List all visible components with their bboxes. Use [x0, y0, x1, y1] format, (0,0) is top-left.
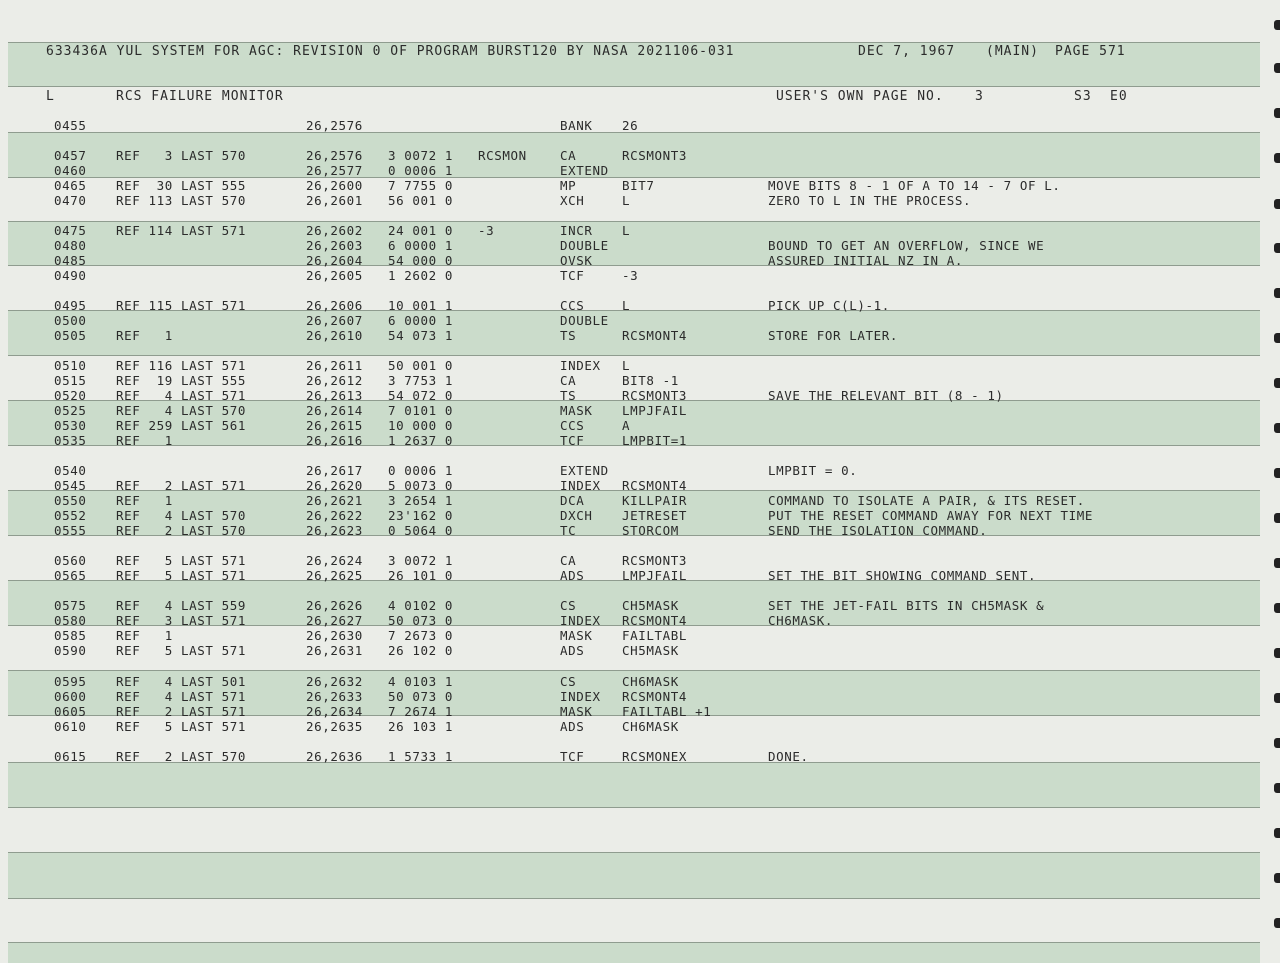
row-code: 26 101 0	[388, 568, 454, 583]
rule-line	[8, 265, 1260, 266]
row-op: CA	[560, 373, 577, 388]
row-code: 7 0101 0	[388, 403, 454, 418]
row-ref: REF 3 LAST 570	[116, 148, 247, 163]
row-operand: RCSMONT3	[622, 388, 688, 403]
listing-main: (MAIN)	[986, 44, 1039, 59]
row-line: 0555	[54, 523, 87, 538]
row-line: 0520	[54, 388, 87, 403]
row-op: INDEX	[560, 478, 601, 493]
row-code: 6 0000 1	[388, 238, 454, 253]
row-addr: 26,2630	[306, 628, 363, 643]
row-code: 0 0006 1	[388, 463, 454, 478]
rule-line	[8, 852, 1260, 853]
row-addr: 26,2624	[306, 553, 363, 568]
row-code: 26 102 0	[388, 643, 454, 658]
row-op: TS	[560, 328, 577, 343]
feed-hole	[1274, 468, 1280, 478]
row-ref: REF 1	[116, 493, 173, 508]
row-operand: RCSMONT4	[622, 689, 688, 704]
listing-type: L	[46, 89, 55, 104]
row-addr: 26,2611	[306, 358, 363, 373]
row-line: 0545	[54, 478, 87, 493]
feed-hole	[1274, 738, 1280, 748]
row-comment: STORE FOR LATER.	[768, 328, 899, 343]
row-op: DCA	[560, 493, 585, 508]
row-ref: REF 4 LAST 571	[116, 689, 247, 704]
row-ref: REF 4 LAST 570	[116, 403, 247, 418]
row-line: 0495	[54, 298, 87, 313]
row-ref: REF 4 LAST 570	[116, 508, 247, 523]
e-code: E0	[1110, 89, 1128, 104]
row-comment: LMPBIT = 0.	[768, 463, 858, 478]
users-page-label: USER'S OWN PAGE NO.	[776, 89, 944, 104]
row-comment: COMMAND TO ISOLATE A PAIR, & ITS RESET.	[768, 493, 1085, 508]
row-comment: BOUND TO GET AN OVERFLOW, SINCE WE	[768, 238, 1045, 253]
row-line: 0605	[54, 704, 87, 719]
row-op: INDEX	[560, 613, 601, 628]
users-page-number: 3	[975, 89, 984, 104]
row-ref: REF 1	[116, 328, 173, 343]
rule-line	[8, 807, 1260, 808]
row-line: 0575	[54, 598, 87, 613]
row-addr: 26,2607	[306, 313, 363, 328]
page-number: PAGE 571	[1055, 44, 1126, 59]
row-op: XCH	[560, 193, 585, 208]
row-op: EXTEND	[560, 163, 609, 178]
feed-hole	[1274, 288, 1280, 298]
row-operand: RCSMONEX	[622, 749, 688, 764]
row-addr: 26,2636	[306, 749, 363, 764]
row-operand: LMPBIT=1	[622, 433, 688, 448]
row-addr: 26,2615	[306, 418, 363, 433]
row-code: 4 0102 0	[388, 598, 454, 613]
row-op: MASK	[560, 704, 593, 719]
row-code: 7 2673 0	[388, 628, 454, 643]
row-op: TC	[560, 523, 577, 538]
row-op: EXTEND	[560, 463, 609, 478]
row-op: CA	[560, 553, 577, 568]
row-ref: REF 2 LAST 570	[116, 523, 247, 538]
log-section-title: RCS FAILURE MONITOR	[116, 89, 284, 104]
feed-hole	[1274, 783, 1280, 793]
row-operand: CH6MASK	[622, 719, 679, 734]
row-comment: SET THE JET-FAIL BITS IN CH5MASK &	[768, 598, 1045, 613]
row-addr: 26,2576	[306, 118, 363, 133]
row-op: MP	[560, 178, 577, 193]
feed-hole	[1274, 558, 1280, 568]
row-line: 0530	[54, 418, 87, 433]
row-line: 0560	[54, 553, 87, 568]
row-line: 0540	[54, 463, 87, 478]
feed-hole	[1274, 153, 1280, 163]
row-addr: 26,2613	[306, 388, 363, 403]
green-band	[8, 762, 1260, 807]
row-operand: BIT8 -1	[622, 373, 679, 388]
row-op: INCR	[560, 223, 593, 238]
row-line: 0615	[54, 749, 87, 764]
row-ref: REF 2 LAST 571	[116, 704, 247, 719]
row-code: 1 5733 1	[388, 749, 454, 764]
row-code: 1 2602 0	[388, 268, 454, 283]
row-code: 50 001 0	[388, 358, 454, 373]
row-op: MASK	[560, 403, 593, 418]
row-line: 0510	[54, 358, 87, 373]
row-addr: 26,2602	[306, 223, 363, 238]
row-addr: 26,2612	[306, 373, 363, 388]
row-operand: L	[622, 193, 631, 208]
rule-line	[8, 355, 1260, 356]
row-addr: 26,2616	[306, 433, 363, 448]
row-addr: 26,2631	[306, 643, 363, 658]
row-ref: REF 1	[116, 628, 173, 643]
row-code: 3 7753 1	[388, 373, 454, 388]
listing-sheet	[8, 0, 1260, 963]
row-op: CS	[560, 598, 577, 613]
row-addr: 26,2632	[306, 674, 363, 689]
row-line: 0600	[54, 689, 87, 704]
rule-line	[8, 42, 1260, 43]
feed-hole	[1274, 108, 1280, 118]
row-addr: 26,2633	[306, 689, 363, 704]
row-addr: 26,2623	[306, 523, 363, 538]
row-code: 3 0072 1	[388, 553, 454, 568]
row-ref: REF 30 LAST 555	[116, 178, 247, 193]
row-op: ADS	[560, 643, 585, 658]
row-addr: 26,2634	[306, 704, 363, 719]
row-addr: 26,2621	[306, 493, 363, 508]
row-op: TCF	[560, 268, 585, 283]
row-operand: L	[622, 358, 631, 373]
row-line: 0457	[54, 148, 87, 163]
row-line: 0580	[54, 613, 87, 628]
rule-line	[8, 942, 1260, 943]
row-code: 7 2674 1	[388, 704, 454, 719]
row-addr: 26,2635	[306, 719, 363, 734]
row-addr: 26,2610	[306, 328, 363, 343]
row-operand: CH5MASK	[622, 598, 679, 613]
row-line: 0500	[54, 313, 87, 328]
row-line: 0485	[54, 253, 87, 268]
row-line: 0585	[54, 628, 87, 643]
row-op: BANK	[560, 118, 593, 133]
row-line: 0505	[54, 328, 87, 343]
row-operand: RCSMONT3	[622, 148, 688, 163]
row-op: TCF	[560, 433, 585, 448]
row-addr: 26,2604	[306, 253, 363, 268]
row-code: 3 0072 1	[388, 148, 454, 163]
row-comment: CH6MASK.	[768, 613, 834, 628]
feed-hole	[1274, 918, 1280, 928]
row-op: DOUBLE	[560, 313, 609, 328]
row-op: OVSK	[560, 253, 593, 268]
row-addr: 26,2614	[306, 403, 363, 418]
rule-line	[8, 86, 1260, 87]
row-line: 0525	[54, 403, 87, 418]
row-comment: MOVE BITS 8 - 1 OF A TO 14 - 7 OF L.	[768, 178, 1061, 193]
row-addr: 26,2601	[306, 193, 363, 208]
row-code: 10 000 0	[388, 418, 454, 433]
row-comment: PUT THE RESET COMMAND AWAY FOR NEXT TIME	[768, 508, 1094, 523]
listing-date: DEC 7, 1967	[858, 44, 956, 59]
green-band	[8, 942, 1260, 963]
row-op: TS	[560, 388, 577, 403]
row-line: 0475	[54, 223, 87, 238]
feed-hole	[1274, 243, 1280, 253]
row-operand: CH5MASK	[622, 643, 679, 658]
row-op: MASK	[560, 628, 593, 643]
row-operand: JETRESET	[622, 508, 688, 523]
row-code: 4 0103 1	[388, 674, 454, 689]
rule-line	[8, 221, 1260, 222]
row-op: DOUBLE	[560, 238, 609, 253]
row-operand: LMPJFAIL	[622, 568, 688, 583]
row-operand: A	[622, 418, 631, 433]
row-code: 24 001 0	[388, 223, 454, 238]
row-line: 0465	[54, 178, 87, 193]
row-operand: STORCOM	[622, 523, 679, 538]
row-op: CS	[560, 674, 577, 689]
row-ref: REF 2 LAST 571	[116, 478, 247, 493]
row-label: RCSMON	[478, 148, 527, 163]
row-ref: REF 1	[116, 433, 173, 448]
row-code: 7 7755 0	[388, 178, 454, 193]
row-op: INDEX	[560, 358, 601, 373]
row-code: 54 073 1	[388, 328, 454, 343]
row-line: 0590	[54, 643, 87, 658]
feed-hole	[1274, 333, 1280, 343]
row-op: CCS	[560, 418, 585, 433]
row-comment: SET THE BIT SHOWING COMMAND SENT.	[768, 568, 1037, 583]
row-code: 26 103 1	[388, 719, 454, 734]
feed-hole	[1274, 378, 1280, 388]
row-operand: -3	[622, 268, 639, 283]
row-code: 3 2654 1	[388, 493, 454, 508]
row-ref: REF 5 LAST 571	[116, 719, 247, 734]
row-operand: L	[622, 298, 631, 313]
row-comment: ZERO TO L IN THE PROCESS.	[768, 193, 972, 208]
row-ref: REF 5 LAST 571	[116, 643, 247, 658]
row-addr: 26,2577	[306, 163, 363, 178]
row-op: CCS	[560, 298, 585, 313]
row-addr: 26,2600	[306, 178, 363, 193]
feed-hole	[1274, 873, 1280, 883]
row-line: 0455	[54, 118, 87, 133]
rule-line	[8, 670, 1260, 671]
row-ref: REF 259 LAST 561	[116, 418, 247, 433]
feed-hole	[1274, 199, 1280, 209]
row-op: ADS	[560, 568, 585, 583]
row-operand: L	[622, 223, 631, 238]
feed-hole	[1274, 693, 1280, 703]
row-ref: REF 113 LAST 570	[116, 193, 247, 208]
row-operand: FAILTABL	[622, 628, 688, 643]
tractor-feed-holes	[1272, 0, 1280, 963]
row-line: 0552	[54, 508, 87, 523]
row-code: 50 073 0	[388, 613, 454, 628]
row-op: DXCH	[560, 508, 593, 523]
row-addr: 26,2625	[306, 568, 363, 583]
row-line: 0490	[54, 268, 87, 283]
row-line: 0535	[54, 433, 87, 448]
row-ref: REF 114 LAST 571	[116, 223, 247, 238]
row-addr: 26,2603	[306, 238, 363, 253]
row-ref: REF 2 LAST 570	[116, 749, 247, 764]
row-op: TCF	[560, 749, 585, 764]
row-ref: REF 5 LAST 571	[116, 553, 247, 568]
row-code: 23'162 0	[388, 508, 454, 523]
row-code: 56 001 0	[388, 193, 454, 208]
row-addr: 26,2576	[306, 148, 363, 163]
row-addr: 26,2605	[306, 268, 363, 283]
row-addr: 26,2620	[306, 478, 363, 493]
row-code: 1 2637 0	[388, 433, 454, 448]
listing-title: 633436A YUL SYSTEM FOR AGC: REVISION 0 OF PROGRAM BURST120 BY NASA 2021106-031	[46, 44, 735, 59]
row-addr: 26,2626	[306, 598, 363, 613]
row-addr: 26,2622	[306, 508, 363, 523]
row-addr: 26,2627	[306, 613, 363, 628]
row-ref: REF 4 LAST 571	[116, 388, 247, 403]
row-code: 54 000 0	[388, 253, 454, 268]
row-ref: REF 19 LAST 555	[116, 373, 247, 388]
row-ref: REF 4 LAST 501	[116, 674, 247, 689]
row-ref: REF 3 LAST 571	[116, 613, 247, 628]
row-operand: RCSMONT4	[622, 613, 688, 628]
row-addr: 26,2606	[306, 298, 363, 313]
row-addr: 26,2617	[306, 463, 363, 478]
s-code: S3	[1074, 89, 1092, 104]
row-op: ADS	[560, 719, 585, 734]
row-code: 0 0006 1	[388, 163, 454, 178]
row-line: 0565	[54, 568, 87, 583]
row-comment: PICK UP C(L)-1.	[768, 298, 890, 313]
row-operand: 26	[622, 118, 639, 133]
row-code: 5 0073 0	[388, 478, 454, 493]
row-line: 0595	[54, 674, 87, 689]
row-line: 0470	[54, 193, 87, 208]
row-operand: RCSMONT4	[622, 478, 688, 493]
feed-hole	[1274, 828, 1280, 838]
row-code: 10 001 1	[388, 298, 454, 313]
row-code: 0 5064 0	[388, 523, 454, 538]
row-comment: ASSURED INITIAL NZ IN A.	[768, 253, 964, 268]
rule-line	[8, 898, 1260, 899]
row-operand: RCSMONT4	[622, 328, 688, 343]
row-comment: DONE.	[768, 749, 809, 764]
row-op: CA	[560, 148, 577, 163]
row-operand: RCSMONT3	[622, 553, 688, 568]
row-op: INDEX	[560, 689, 601, 704]
row-operand: FAILTABL +1	[622, 704, 712, 719]
feed-hole	[1274, 63, 1280, 73]
row-ref: REF 116 LAST 571	[116, 358, 247, 373]
row-line: 0480	[54, 238, 87, 253]
row-code: 54 072 0	[388, 388, 454, 403]
feed-hole	[1274, 20, 1280, 30]
row-operand: LMPJFAIL	[622, 403, 688, 418]
row-comment: SAVE THE RELEVANT BIT (8 - 1)	[768, 388, 1004, 403]
row-operand: BIT7	[622, 178, 655, 193]
feed-hole	[1274, 603, 1280, 613]
row-line: 0610	[54, 719, 87, 734]
row-comment: SEND THE ISOLATION COMMAND.	[768, 523, 988, 538]
green-band	[8, 852, 1260, 898]
row-line: 0515	[54, 373, 87, 388]
row-line: 0550	[54, 493, 87, 508]
row-ref: REF 115 LAST 571	[116, 298, 247, 313]
row-label: -3	[478, 223, 495, 238]
row-code: 50 073 0	[388, 689, 454, 704]
feed-hole	[1274, 648, 1280, 658]
row-ref: REF 4 LAST 559	[116, 598, 247, 613]
row-ref: REF 5 LAST 571	[116, 568, 247, 583]
row-code: 6 0000 1	[388, 313, 454, 328]
row-operand: KILLPAIR	[622, 493, 688, 508]
feed-hole	[1274, 423, 1280, 433]
row-operand: CH6MASK	[622, 674, 679, 689]
feed-hole	[1274, 513, 1280, 523]
row-line: 0460	[54, 163, 87, 178]
